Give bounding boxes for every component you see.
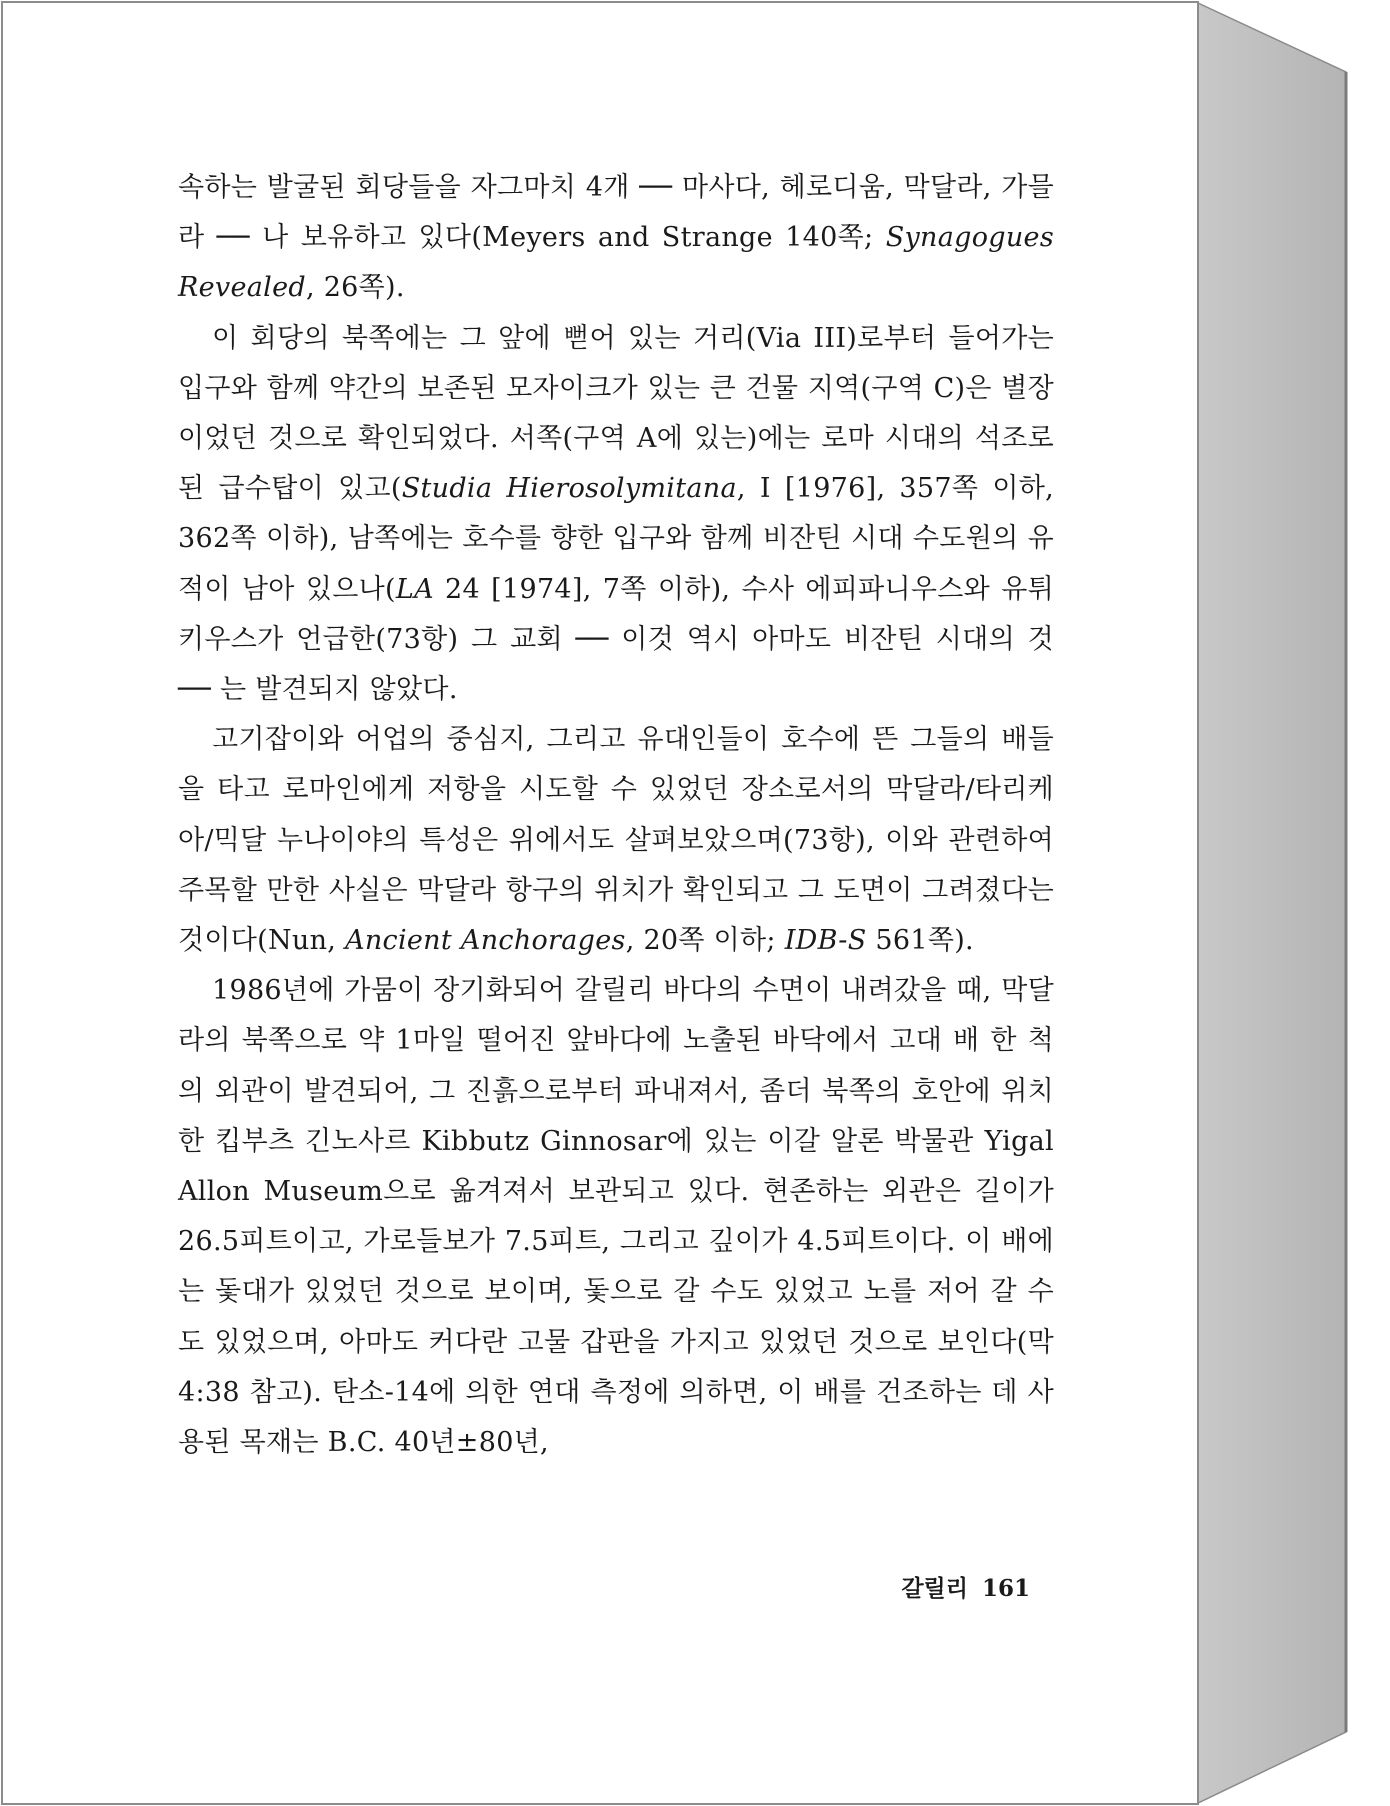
- text-run: 561쪽).: [866, 925, 974, 957]
- paragraph-4: [178, 966, 1054, 1468]
- text-run: , 20쪽 이하;: [625, 925, 785, 957]
- text-run: 속하는 발굴된 회당들을 자그마치 4개 ── 마사다, 헤로디움, 막달라, 가믈라 ── 나 보유하고 있다(Meyers and Strange 140쪽;: [178, 172, 1054, 254]
- text-run: 1986년에 가뭄이 장기화되어 갈릴리 바다의 수면이 내려갔을 때, 막달라의 북쪽으로 약 1마일 떨어진 앞바다에 노출된 바닥에서 고대 배 한 척의 외관이 발견되어, 그 진흙으로부터 파내져서, 좀더 북쪽의 호안에 위치한 킵부츠 긴노사르 Kibbutz Ginnosar에 있는 이갈 알론 박물관 Yigal Allon Museum으로 옮겨져서 보관되고 있다. 현존하는 외관은 길이가 26.5피트이고, 가로들보가 7.5피트, 그리고 깊이가 4.5피트이다. 이 배에는 돛대가 있었던 것으로 보이며, 돛으로 갈 수도 있었고 노를 저어 갈 수도 있었으며, 아마도 커다란 고물 갑판을 가지고 있었던 것으로 보인다(막 4:38 참고). 탄소-14에 의한 연대 측정에 의하면, 이 배를 건조하는 데 사용된 목재는 B.C. 40년±80년,: [178, 975, 1054, 1459]
- text-run: 24 [1974], 7쪽 이하), 수사 에피파니우스와 유튀키우스가 언급한(73항) 그 교회 ── 이것 역시 아마도 비잔틴 시대의 것 ── 는 발견되지 않았다.: [178, 573, 1054, 706]
- text-run: 이 회당의 북쪽에는 그 앞에 뻗어 있는 거리(Via III)로부터 들어가는 입구와 함께 약간의 보존된 모자이크가 있는 큰 건물 지역(구역 C)은 별장이었던 것으로 확인되었다. 서쪽(구역 A에 있는)에는 로마 시대의 석조로 된 급수탑이 있고(: [178, 322, 1054, 505]
- paragraph-3: [178, 715, 1054, 966]
- italic-citation: Ancient Anchorages: [345, 925, 626, 957]
- text-run: 고기잡이와 어업의 중심지, 그리고 유대인들이 호수에 뜬 그들의 배들을 타고 로마인에게 저항을 시도할 수 있었던 장소로서의 막달라/타리케아/믹달 누나이야의 특성은 위에서도 살펴보았으며(73항), 이와 관련하여 주목할 만한 사실은 막달라 항구의 위치가 확인되고 그 도면이 그려졌다는 것이다(Nun,: [178, 724, 1054, 957]
- page-number: 161: [981, 1575, 1030, 1602]
- paragraph-1: [178, 163, 1054, 314]
- italic-citation: Studia Hierosolymitana: [401, 473, 737, 505]
- running-footer-section: 갈릴리: [901, 1575, 968, 1602]
- italic-citation: LA: [395, 573, 434, 605]
- body-text: [178, 163, 1054, 1468]
- italic-citation: IDB-S: [784, 925, 867, 957]
- italic-citation: Synagogues Revealed: [178, 222, 1054, 304]
- text-run: , I [1976], 357쪽 이하, 362쪽 이하), 남쪽에는 호수를 향한 입구와 함께 비잔틴 시대 수도원의 유적이 남아 있으나(: [178, 473, 1054, 605]
- text-run: , 26쪽).: [305, 272, 405, 304]
- paragraph-2: [178, 314, 1054, 716]
- page-footer: [0, 1570, 1030, 1603]
